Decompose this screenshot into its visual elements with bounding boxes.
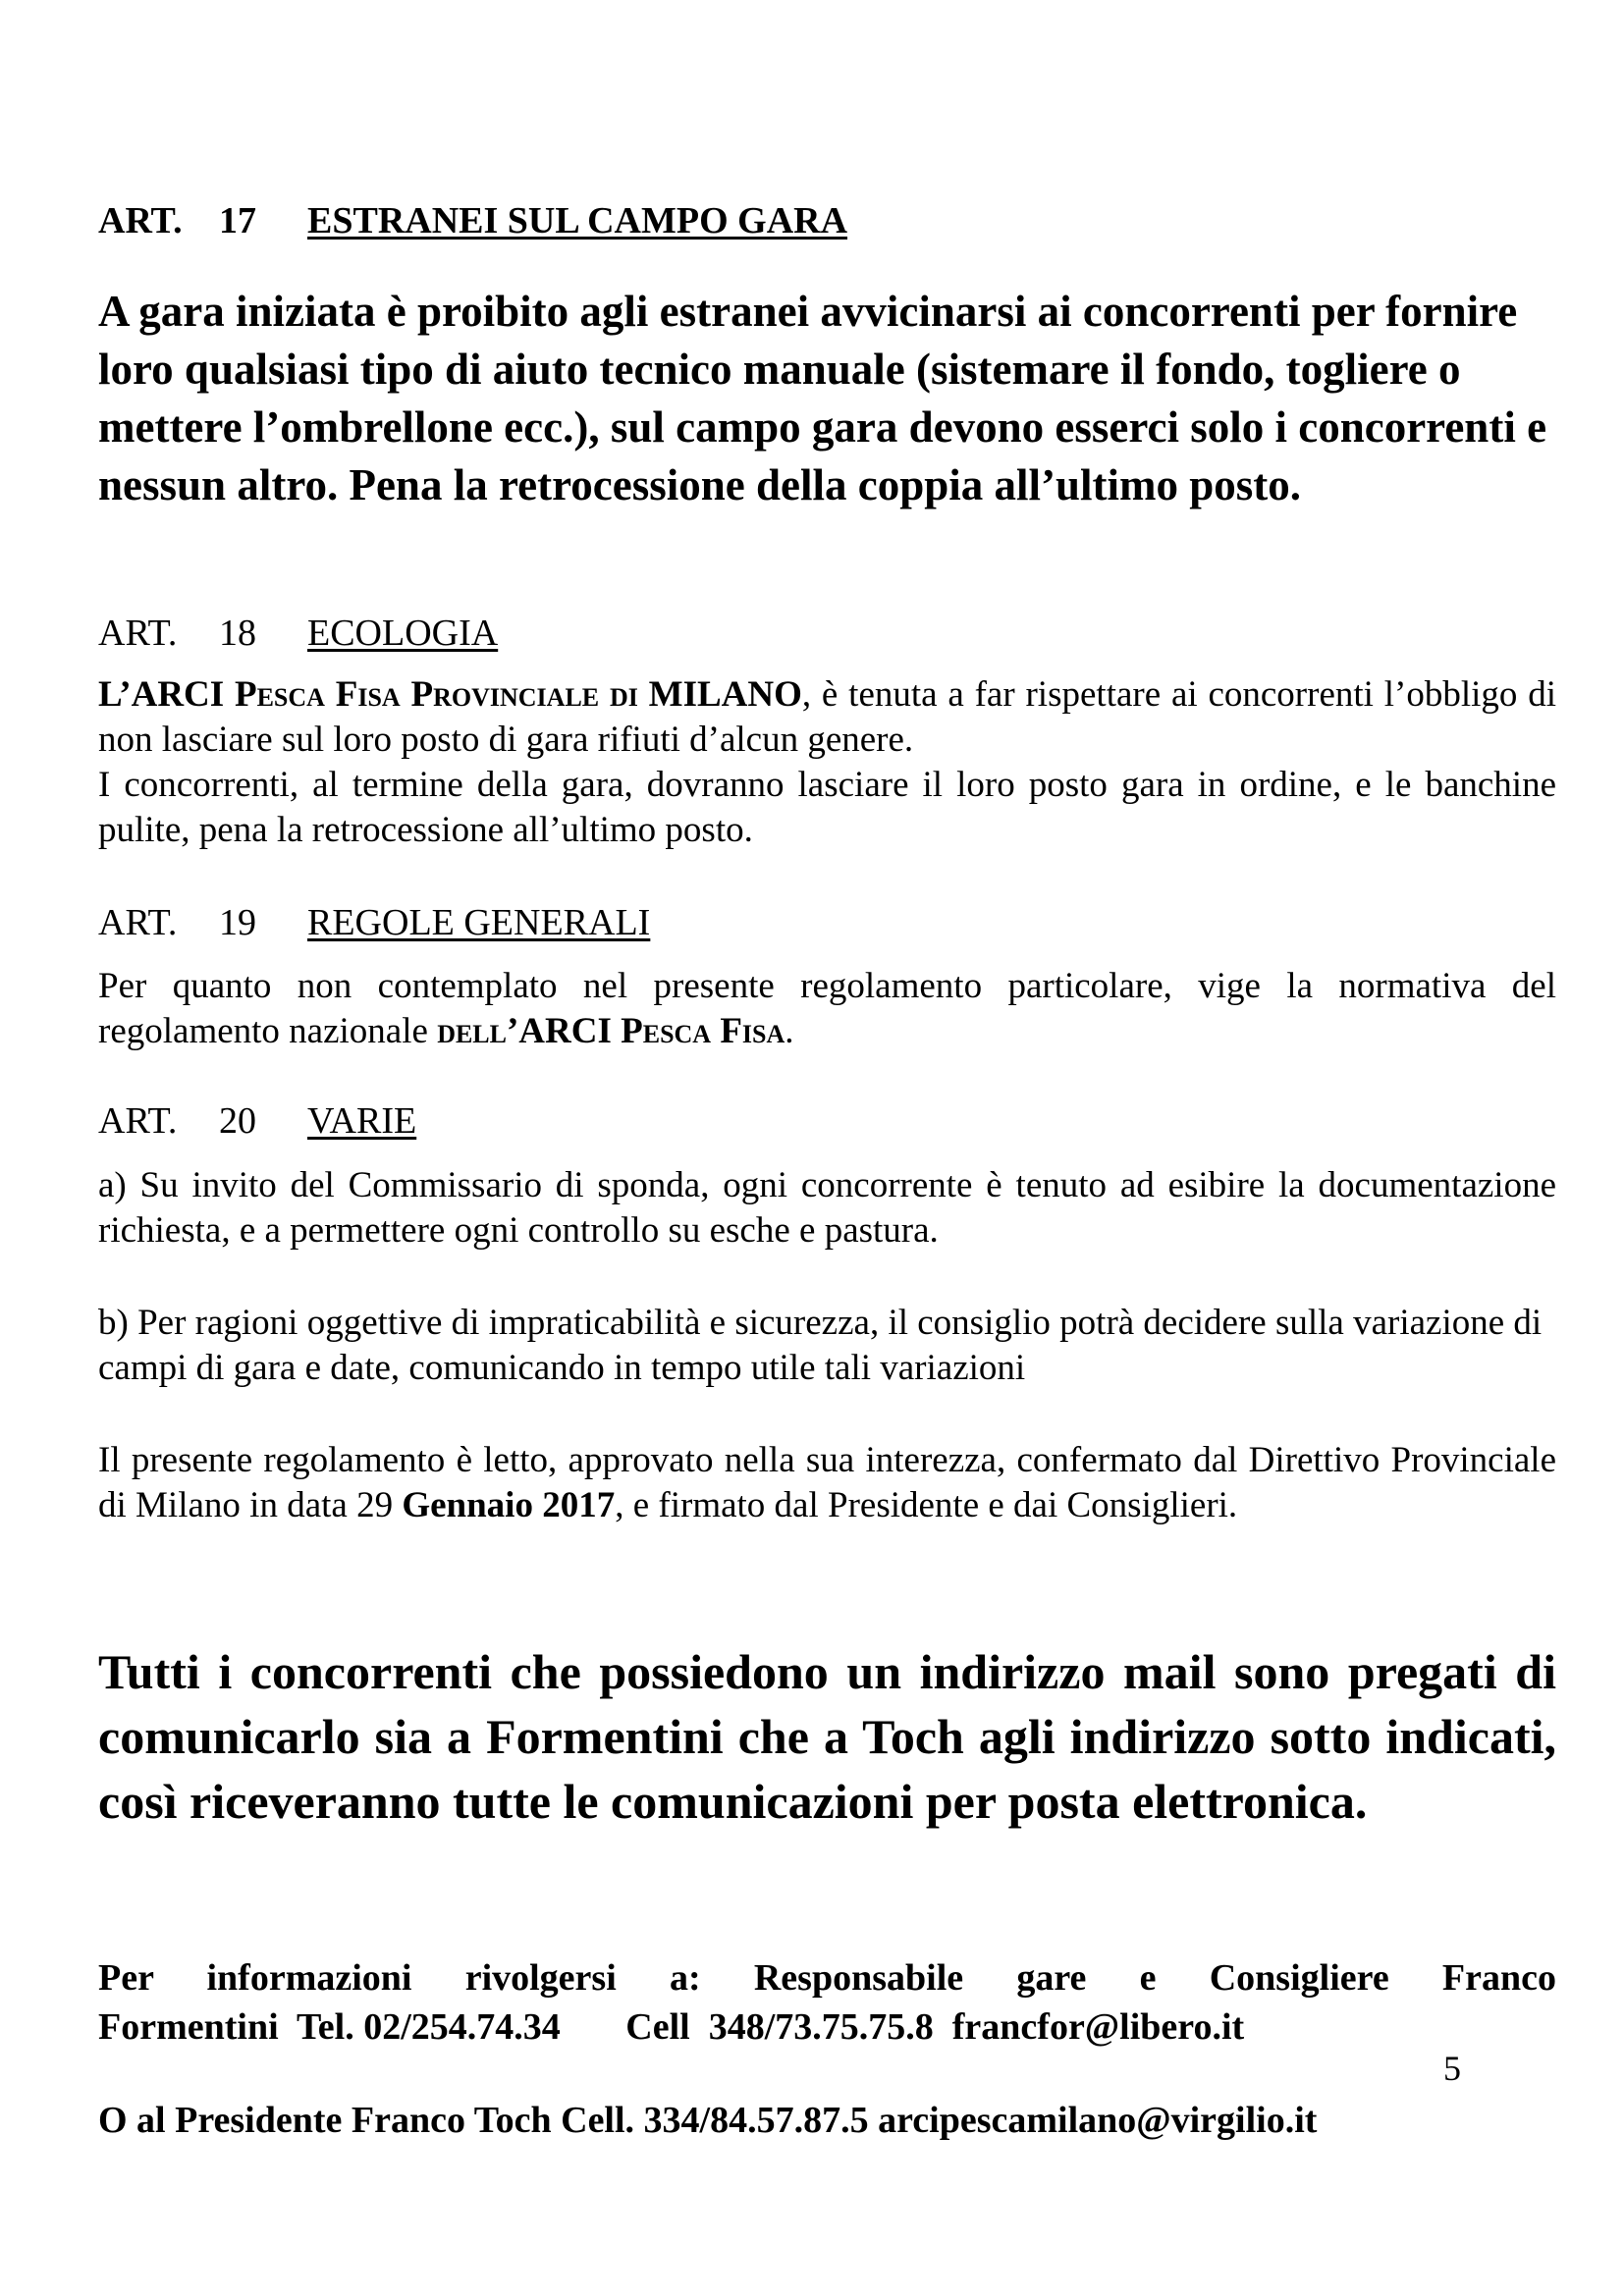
article-18-text-1: , è tenuta a far rispettare ai concorrenti l’obbligo di non lasciare sul loro posto di gara rifiuti d’alcun genere. (98, 674, 1556, 760)
article-number: 18 (219, 613, 256, 654)
president-contact: O al Presidente Franco Toch Cell. 334/84.57.87.5 arcipescamilano@virgilio.it (98, 2100, 1318, 2141)
article-label: ART. (98, 1100, 178, 1142)
article-title: VARIE (307, 1100, 417, 1142)
page-number: 5 (1443, 2049, 1461, 2088)
article-label: ART. (98, 200, 183, 241)
contact-info (98, 1953, 1556, 2052)
article-label: ART. (98, 613, 178, 654)
contact-line-1: Per informazioni rivolgersi a: Responsabile gare e Consigliere Franco (98, 1957, 1556, 1999)
approval-date: Gennaio 2017 (402, 1485, 616, 1525)
article-19-heading (98, 898, 650, 947)
article-number: 20 (219, 1100, 256, 1142)
article-18-text-2: I concorrenti, al termine della gara, dovranno lasciare il loro posto gara in ordine, e le banchine pulite, pena la retrocessione all’ultimo posto. (98, 765, 1556, 850)
article-19-body (98, 964, 1556, 1054)
article-label: ART. (98, 902, 178, 943)
article-title: ESTRANEI SUL CAMPO GARA (307, 200, 848, 241)
article-title: REGOLE GENERALI (307, 902, 651, 943)
article-number: 19 (219, 902, 256, 943)
article-number: 17 (219, 200, 256, 241)
article-20-heading (98, 1096, 416, 1146)
article-19-text: Per quanto non contemplato nel presente regolamento particolare, vige la normativa del regolamento nazionale (98, 966, 1556, 1051)
article-17-body: A gara iniziata è proibito agli estranei avvicinarsi ai concorrenti per fornire loro qualsiasi tipo di aiuto tecnico manuale (sistemare il fondo, togliere o mettere l’ombrellone ecc.), sul campo gara devono esserci solo i concorrenti e nessun altro. Pena la retrocessione della coppia all’ultimo posto. (98, 287, 1547, 509)
article-18-body (98, 672, 1556, 853)
email-notice: Tutti i concorrenti che possiedono un indirizzo mail sono pregati di comunicarlo sia a Formentini che a Toch agli indirizzo sotto indicati, così riceveranno tutte le comunicazioni per posta elettronica. (98, 1644, 1556, 1829)
organization-reference: dell’ARCI Pesca Fisa (437, 1011, 785, 1051)
article-20-item-b: b) Per ragioni oggettive di impraticabilità e sicurezza, il consiglio potrà decidere sulla variazione di campi di gara e date, comunicando in tempo utile tali variazioni (98, 1303, 1543, 1388)
article-19-end: . (785, 1011, 794, 1051)
approval-text-1: Il presente regolamento è letto, approvato nella sua interezza, confermato dal Direttivo Provinciale di Milano in data 29 (98, 1440, 1556, 1525)
article-20-item-a: a) Su invito del Commissario di sponda, ogni concorrente è tenuto ad esibire la documentazione richiesta, e a permettere ogni controllo su esche e pastura. (98, 1165, 1556, 1251)
article-17-heading (98, 196, 847, 245)
contact-line-2: Formentini Tel. 02/254.74.34 Cell 348/73.75.75.8 francfor@libero.it (98, 2006, 1245, 2048)
organization-name: L’ARCI Pesca Fisa Provinciale di MILANO (98, 674, 802, 715)
approval-statement (98, 1438, 1556, 1528)
approval-text-2: , e firmato dal Presidente e dai Consiglieri. (615, 1485, 1238, 1525)
article-18-heading (98, 609, 498, 658)
article-title: ECOLOGIA (307, 613, 499, 654)
